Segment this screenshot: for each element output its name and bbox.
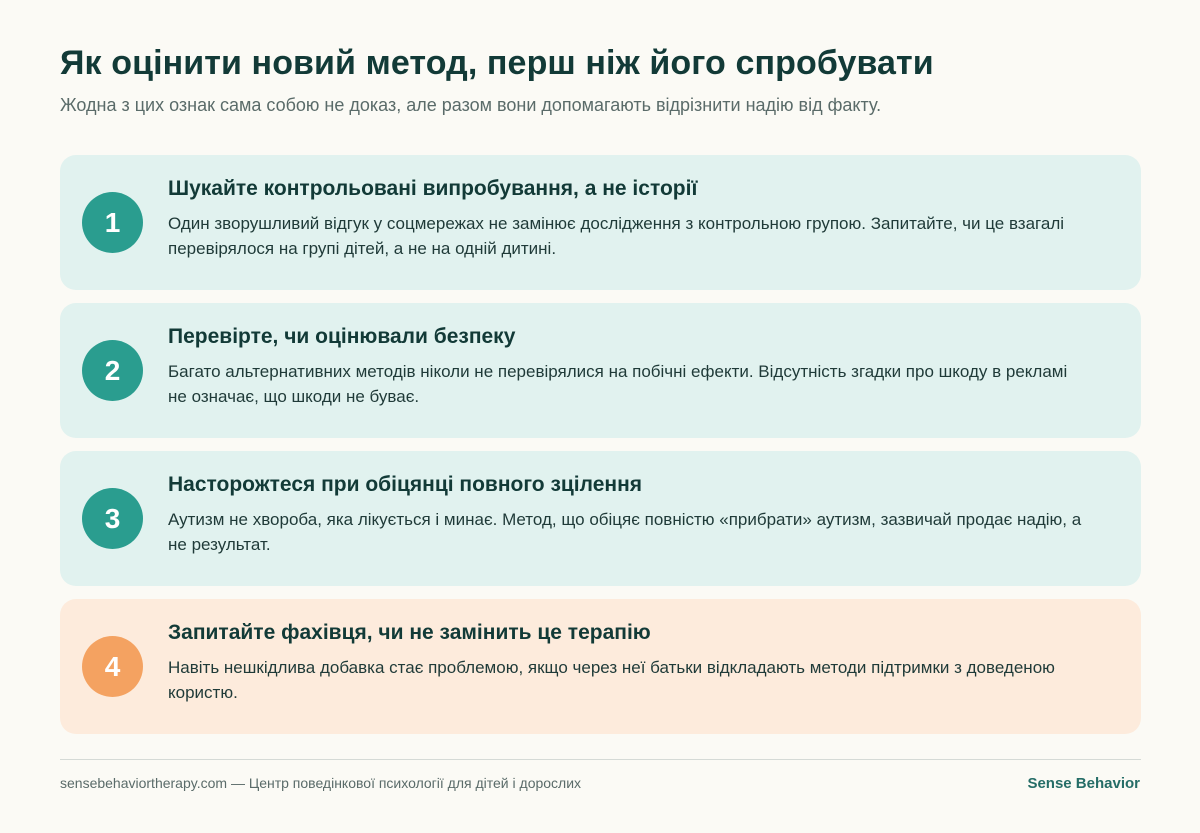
tip-text: Багато альтернативних методів ніколи не перевірялися на побічні ефекти. Відсутність згадки про шкоду в рекламі не означає, що шкоди не буває. xyxy=(168,362,1068,406)
tip-text: Аутизм не хвороба, яка лікується і минає. Метод, що обіцяє повністю «прибрати» аутизм, зазвичай продає надію, а не результат. xyxy=(168,510,1082,554)
tip-title: Перевірте, чи оцінювали безпеку xyxy=(168,325,516,348)
tips-list xyxy=(60,155,1141,747)
page-subtitle: Жодна з цих ознак сама собою не доказ, але разом вони допомагають відрізнити надію від факту. xyxy=(60,95,882,115)
footer-divider xyxy=(60,759,1141,760)
page-title: Як оцінити новий метод, перш ніж його спробувати xyxy=(60,44,934,82)
number-badge: 4 xyxy=(82,636,143,697)
tip-card-3 xyxy=(60,451,1141,586)
footer-brand: Sense Behavior xyxy=(1027,775,1140,792)
tip-title: Запитайте фахівця, чи не замінить це терапію xyxy=(168,621,651,644)
tip-card-1 xyxy=(60,155,1141,290)
tip-text: Один зворушливий відгук у соцмережах не замінює дослідження з контрольною групою. Запитайте, чи це взагалі перевірялося на групі дітей, а не на одній дитині. xyxy=(168,214,1065,258)
number-badge: 3 xyxy=(82,488,143,549)
tip-title: Шукайте контрольовані випробування, а не історії xyxy=(168,177,698,200)
tip-card-4 xyxy=(60,599,1141,734)
footer-site-text: sensebehaviortherapy.com — Центр поведінкової психології для дітей і дорослих xyxy=(60,775,582,791)
tip-text: Навіть нешкідлива добавка стає проблемою, якщо через неї батьки відкладають методи підтримки з доведеною користю. xyxy=(168,658,1055,702)
tip-card-2 xyxy=(60,303,1141,438)
number-badge: 2 xyxy=(82,340,143,401)
number-badge: 1 xyxy=(82,192,143,253)
tip-title: Насторожтеся при обіцянці повного зцілення xyxy=(168,473,643,496)
